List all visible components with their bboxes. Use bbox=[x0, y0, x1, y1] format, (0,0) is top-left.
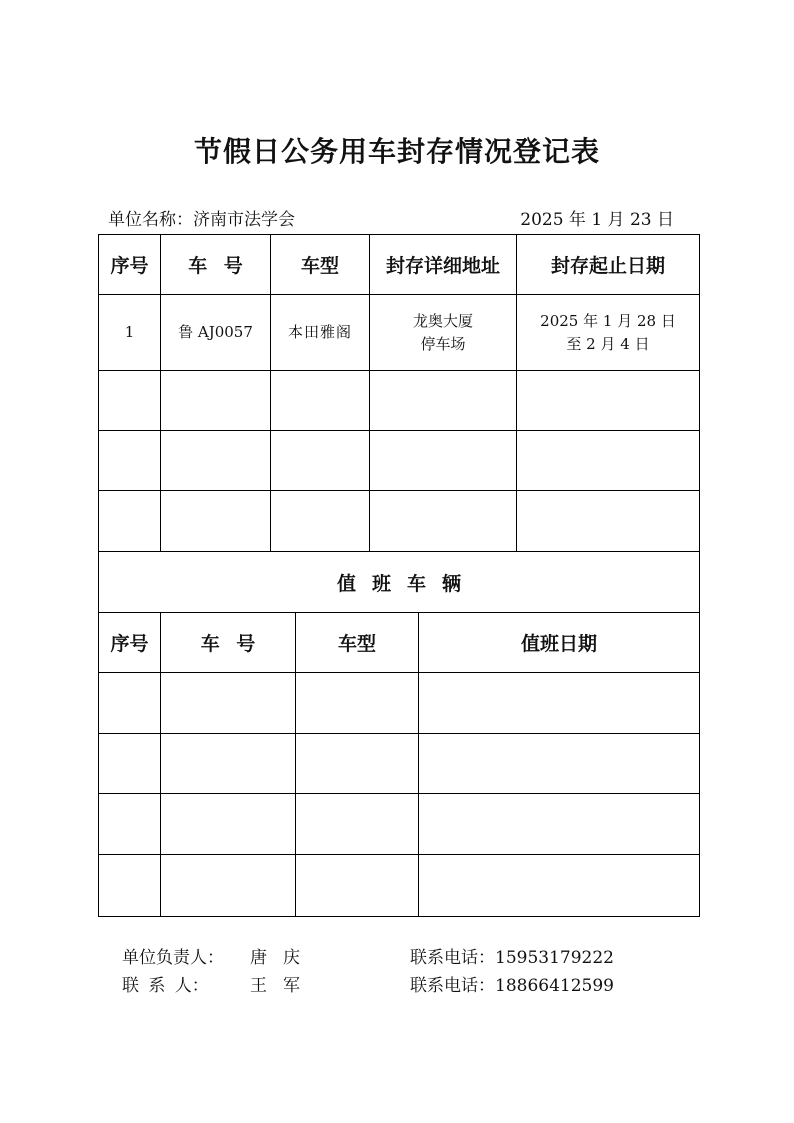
empty-cell bbox=[296, 794, 419, 855]
empty-cell bbox=[161, 794, 296, 855]
document-title: 节假日公务用车封存情况登记表 bbox=[193, 135, 600, 168]
unit-name: 单位名称：济南市法学会 bbox=[108, 210, 295, 230]
empty-cell bbox=[161, 491, 271, 552]
contact-phone: 18866412599 bbox=[495, 976, 614, 996]
footer-contacts bbox=[122, 945, 642, 1001]
duty-col-header-model: 车型 bbox=[296, 613, 419, 673]
table-row-empty bbox=[99, 794, 700, 855]
row-period-line1: 2025 年 1 月 28 日 bbox=[540, 311, 676, 330]
col-header-period: 封存起止日期 bbox=[517, 235, 700, 295]
responsible-phone: 15953179222 bbox=[495, 948, 614, 968]
row-plate: 鲁 AJ0057 bbox=[161, 295, 271, 371]
contact-label: 联 系 人： bbox=[122, 976, 209, 996]
row-period-line2: 至 2 月 4 日 bbox=[566, 334, 650, 353]
duty-col-header-date: 值班日期 bbox=[419, 613, 700, 673]
empty-cell bbox=[517, 371, 700, 431]
contact-phone-label: 联系电话： bbox=[410, 976, 495, 996]
empty-cell bbox=[419, 794, 700, 855]
sealed-vehicles-table bbox=[98, 234, 700, 552]
duty-vehicles-table bbox=[98, 551, 700, 917]
table-row-empty bbox=[99, 734, 700, 794]
table-row-empty bbox=[99, 673, 700, 734]
empty-cell bbox=[370, 491, 517, 552]
empty-cell bbox=[517, 491, 700, 552]
empty-cell bbox=[419, 855, 700, 917]
col-header-index: 序号 bbox=[99, 235, 161, 295]
table-row-empty bbox=[99, 491, 700, 552]
empty-cell bbox=[419, 734, 700, 794]
row-address bbox=[370, 295, 517, 371]
row-index: 1 bbox=[99, 295, 161, 371]
empty-cell bbox=[99, 431, 161, 491]
sealed-header-row bbox=[99, 235, 700, 295]
empty-cell bbox=[296, 734, 419, 794]
meta-row bbox=[108, 208, 674, 232]
report-date: 2025 年 1 月 23 日 bbox=[520, 210, 674, 230]
col-header-address: 封存详细地址 bbox=[370, 235, 517, 295]
duty-section-row bbox=[99, 552, 700, 613]
responsible-label: 单位负责人： bbox=[122, 948, 224, 968]
empty-cell bbox=[99, 794, 161, 855]
table-row bbox=[99, 295, 700, 371]
contact-name: 王军 bbox=[250, 976, 316, 996]
empty-cell bbox=[296, 855, 419, 917]
empty-cell bbox=[161, 431, 271, 491]
row-model: 本田雅阁 bbox=[271, 295, 370, 371]
empty-cell bbox=[271, 431, 370, 491]
duty-section-title: 值班车辆 bbox=[99, 552, 700, 613]
empty-cell bbox=[517, 431, 700, 491]
duty-col-header-index: 序号 bbox=[99, 613, 161, 673]
col-header-plate: 车 号 bbox=[161, 235, 271, 295]
empty-cell bbox=[99, 491, 161, 552]
empty-cell bbox=[370, 371, 517, 431]
empty-cell bbox=[161, 673, 296, 734]
table-row-empty bbox=[99, 431, 700, 491]
row-address-line2: 停车场 bbox=[420, 334, 466, 353]
empty-cell bbox=[370, 431, 517, 491]
empty-cell bbox=[99, 371, 161, 431]
empty-cell bbox=[161, 855, 296, 917]
footer-contact-row bbox=[122, 973, 642, 1001]
responsible-phone-label: 联系电话： bbox=[410, 948, 495, 968]
empty-cell bbox=[296, 673, 419, 734]
responsible-phone-group bbox=[410, 945, 614, 971]
duty-col-header-plate: 车 号 bbox=[161, 613, 296, 673]
row-period bbox=[517, 295, 700, 371]
contact-phone-group bbox=[410, 973, 614, 999]
empty-cell bbox=[419, 673, 700, 734]
empty-cell bbox=[99, 673, 161, 734]
row-address-line1: 龙奥大厦 bbox=[412, 311, 473, 330]
responsible-name: 唐庆 bbox=[250, 948, 316, 968]
empty-cell bbox=[271, 371, 370, 431]
empty-cell bbox=[99, 734, 161, 794]
empty-cell bbox=[99, 855, 161, 917]
table-row-empty bbox=[99, 371, 700, 431]
duty-header-row bbox=[99, 613, 700, 673]
empty-cell bbox=[271, 491, 370, 552]
footer-responsible-row bbox=[122, 945, 642, 973]
empty-cell bbox=[161, 371, 271, 431]
table-row-empty bbox=[99, 855, 700, 917]
empty-cell bbox=[161, 734, 296, 794]
col-header-model: 车型 bbox=[271, 235, 370, 295]
